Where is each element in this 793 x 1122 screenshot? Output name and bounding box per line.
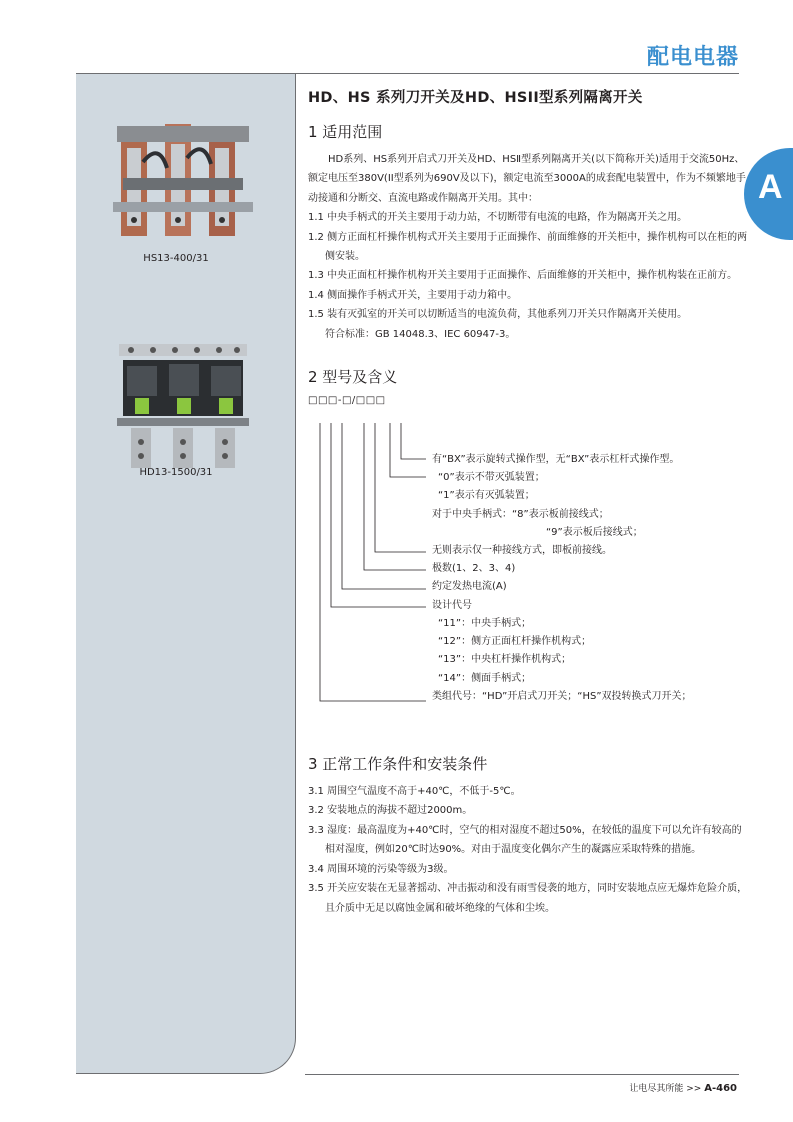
model-legend bbox=[432, 451, 692, 706]
model-code: □□□-□/□□□ bbox=[308, 395, 386, 407]
condition-item: 3.2 安装地点的海拔不超过2000m。 bbox=[308, 805, 473, 817]
model-line: “13”：中央杠杆操作机构式； bbox=[438, 654, 572, 666]
product-image-hs13 bbox=[113, 118, 253, 248]
model-diagram bbox=[308, 395, 748, 715]
model-line: 无则表示仅一种接线方式，即板前接线。 bbox=[432, 545, 612, 557]
product-image-hd13 bbox=[113, 342, 253, 472]
model-line: 约定发热电流(A) bbox=[432, 581, 507, 593]
category-title: 配电电器 bbox=[646, 45, 739, 70]
model-line: “12”：侧方正面杠杆操作机构式； bbox=[438, 636, 592, 648]
scope-item: 1.4 侧面操作手柄式开关，主要用于动力箱中。 bbox=[308, 289, 518, 301]
model-line: 极数(1、2、3、4) bbox=[432, 563, 516, 575]
condition-item: 3.4 周围环境的污染等级为3级。 bbox=[308, 863, 454, 875]
model-line: “9”表示板后接线式； bbox=[546, 526, 643, 538]
condition-item: 3.1 周围空气温度不高于+40℃，不低于-5℃。 bbox=[308, 786, 521, 798]
page-number: A-460 bbox=[704, 1083, 737, 1094]
scope-item: 1.1 中央手柄式的开关主要用于动力站，不切断带有电流的电路，作为隔离开关之用。 bbox=[308, 212, 688, 224]
model-line: “14”：侧面手柄式； bbox=[438, 672, 532, 684]
model-line: 类组代号：“HD”开启式刀开关；“HS”双投转换式刀开关； bbox=[432, 690, 692, 702]
main-content bbox=[308, 86, 748, 918]
section-tab-letter: A bbox=[758, 168, 783, 206]
scope-item: 1.5 装有灭弧室的开关可以切断适当的电流负荷，其他系列刀开关只作隔离开关使用。 bbox=[308, 309, 688, 321]
bottom-divider bbox=[305, 1074, 739, 1075]
sidebar-panel bbox=[76, 74, 296, 1074]
model-line: “1”表示有灭弧装置； bbox=[438, 490, 535, 502]
section-tab bbox=[744, 148, 793, 240]
product-caption-hs13: HS13-400/31 bbox=[143, 253, 209, 264]
condition-item: 3.5 开关应安装在无显著摇动、冲击振动和没有雨雪侵袭的地方，同时安装地点应无爆炸危险介质，且介质中无足以腐蚀金属和破坏绝缘的气体和尘埃。 bbox=[308, 883, 748, 914]
footer-slogan: 让电尽其所能 >> bbox=[629, 1084, 702, 1094]
page-footer bbox=[629, 1081, 737, 1094]
model-line: 对于中央手柄式：“8”表示板前接线式； bbox=[432, 508, 609, 520]
scope-item: 1.2 侧方正面杠杆操作机构式开关主要用于正面操作、前面维修的开关柜中，操作机构可以在柜的两侧安装。 bbox=[308, 231, 748, 263]
model-line: “11”：中央手柄式； bbox=[438, 617, 532, 629]
product-caption-hd13: HD13-1500/31 bbox=[139, 467, 213, 478]
scope-standard: 符合标准：GB 14048.3、IEC 60947-3。 bbox=[325, 328, 516, 340]
page-title: HD、HS 系列刀开关及HD、HSII型系列隔离开关 bbox=[308, 90, 643, 106]
section-heading-model: 2 型号及含义 bbox=[308, 368, 398, 387]
scope-intro: HD系列、HS系列开启式刀开关及HD、HSⅡ型系列隔离开关(以下简称开关)适用于交流50Hz、额定电压至380V(II型系列为690V及以下)，额定电流至3000A的成套配电装置中，作为不频繁地手动接通和分断交、直流电路或作隔离开关用。其中： bbox=[308, 154, 746, 204]
model-line: 有“BX”表示旋转式操作型，无“BX”表示杠杆式操作型。 bbox=[432, 454, 680, 466]
section-heading-scope: 1 适用范围 bbox=[308, 123, 383, 141]
model-line: “0”表示不带灭弧装置； bbox=[438, 472, 545, 484]
model-line: 设计代号 bbox=[432, 599, 472, 611]
section-heading-conditions: 3 正常工作条件和安装条件 bbox=[308, 755, 488, 774]
condition-item: 3.3 湿度：最高温度为+40℃时，空气的相对湿度不超过50%，在较低的温度下可以允许有较高的相对湿度，例如20℃时达90%。对由于温度变化偶尔产生的凝露应采取特殊的措施。 bbox=[308, 824, 742, 856]
scope-item: 1.3 中央正面杠杆操作机构开关主要用于正面操作、后面维修的开关柜中，操作机构装在正前方。 bbox=[308, 270, 738, 282]
